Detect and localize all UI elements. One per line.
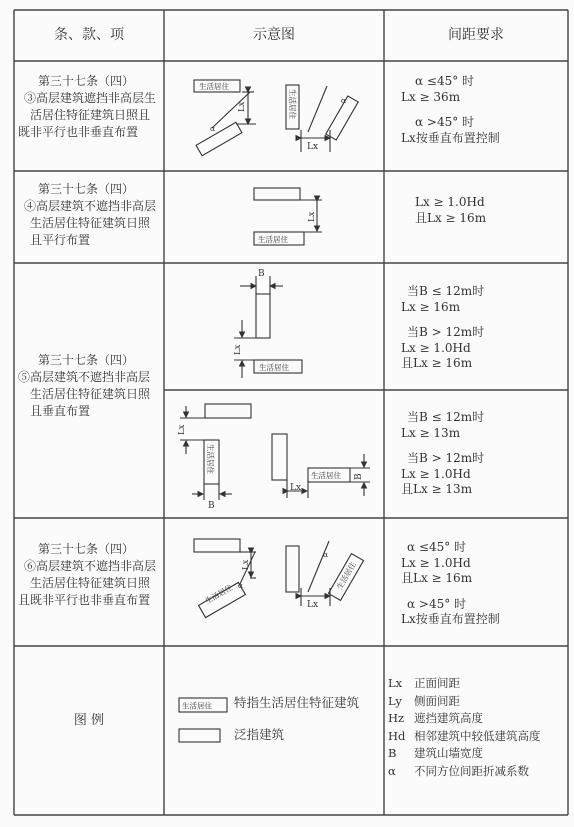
legend-general-box [179,729,220,742]
header-clause: 条、款、项 [54,27,124,43]
legend-res-label: 生活居住 [182,701,212,711]
row2-clause: 第三十七条（四） ④高层建筑不遮挡非高层 生活居住特征建筑日照 且平行布置 [24,182,157,247]
label-alpha: α [323,550,329,559]
label-res: 生活居住 [199,82,229,91]
building [286,546,299,592]
legend-residential-desc: 特指生活居住特征建筑 [234,695,360,710]
label-res: 生活居住 [258,235,288,244]
label-lx: Lx [307,142,319,152]
row1-diagram [194,80,358,156]
label-res: 生活居住 [259,363,289,372]
label-lx: Lx [237,101,247,112]
legend-item: Ly 侧面间距 [388,693,460,708]
legend-item: Hd 相邻建筑中较低建筑高度 [388,728,541,743]
label-alpha: α [341,96,347,105]
legend-general-desc: 泛指建筑 [234,727,285,742]
building [205,404,251,418]
building [194,539,240,552]
row4-requirement: α ≤45° 时 Lx ≥ 1.0Hd 且Lx ≥ 16m α >45° 时 Lx按垂直布置控制 [401,540,500,626]
row2-requirement: Lx ≥ 1.0Hd 且Lx ≥ 16m [415,195,487,225]
row3b-requirement: 当B ≤ 12m时 Lx ≥ 13m 当B > 12m时 Lx ≥ 1.0Hd 且Lx ≥ 13m [401,410,485,496]
label-lx: Lx [307,211,317,222]
label-lx: Lx [177,424,187,435]
row4-clause: 第三十七条（四） ⑥高层建筑不遮挡非高层 生活居住特征建筑日照 且既非平行也非垂直布置 [18,542,157,607]
label-res: 生活居住 [288,89,297,119]
building [254,188,300,200]
label-alpha: α [210,124,216,133]
legend-item: B 建筑山墙宽度 [388,746,483,761]
label-lx: Lx [233,344,243,355]
label-lx: Lx [307,600,319,610]
label-alpha: α [238,581,244,590]
label-res: 生活居住 [334,560,358,591]
row4-diagram [194,539,364,618]
row1-requirement: α ≤45° 时 Lx ≥ 36m α >45° 时 Lx按垂直布置控制 [401,74,500,145]
label-b: B [258,269,265,279]
label-res: 生活居住 [311,471,341,480]
label-res: 生活居住 [206,444,215,474]
header-diagram: 示意图 [253,27,295,43]
label-lx: Lx [290,483,302,493]
building [256,294,270,338]
label-lx: Lx [241,559,251,570]
building [196,122,242,155]
legend-title: 图 例 [73,713,105,728]
label-b: B [208,501,215,511]
legend-item: Hz 遮挡建筑高度 [388,711,483,726]
legend-item: α 不同方位间距折减系数 [388,763,529,778]
legend-item: Lx 正面间距 [388,676,460,690]
row3-clause: 第三十七条（四） ⑤高层建筑不遮挡非高层 生活居住特征建筑日照 且垂直布置 [18,353,151,418]
header-requirement: 间距要求 [448,27,504,43]
label-b: B [354,473,364,480]
row1-clause: 第三十七条（四） ③高层建筑遮挡非高层生 活居住特征建筑日照且 既非平行也非垂直布置 [18,74,157,139]
building [272,434,287,480]
row3a-requirement: 当B ≤ 12m时 Lx ≥ 16m 当B > 12m时 Lx ≥ 1.0Hd 且Lx ≥ 16m [401,284,485,370]
label-res: 生活居住 [203,582,234,606]
